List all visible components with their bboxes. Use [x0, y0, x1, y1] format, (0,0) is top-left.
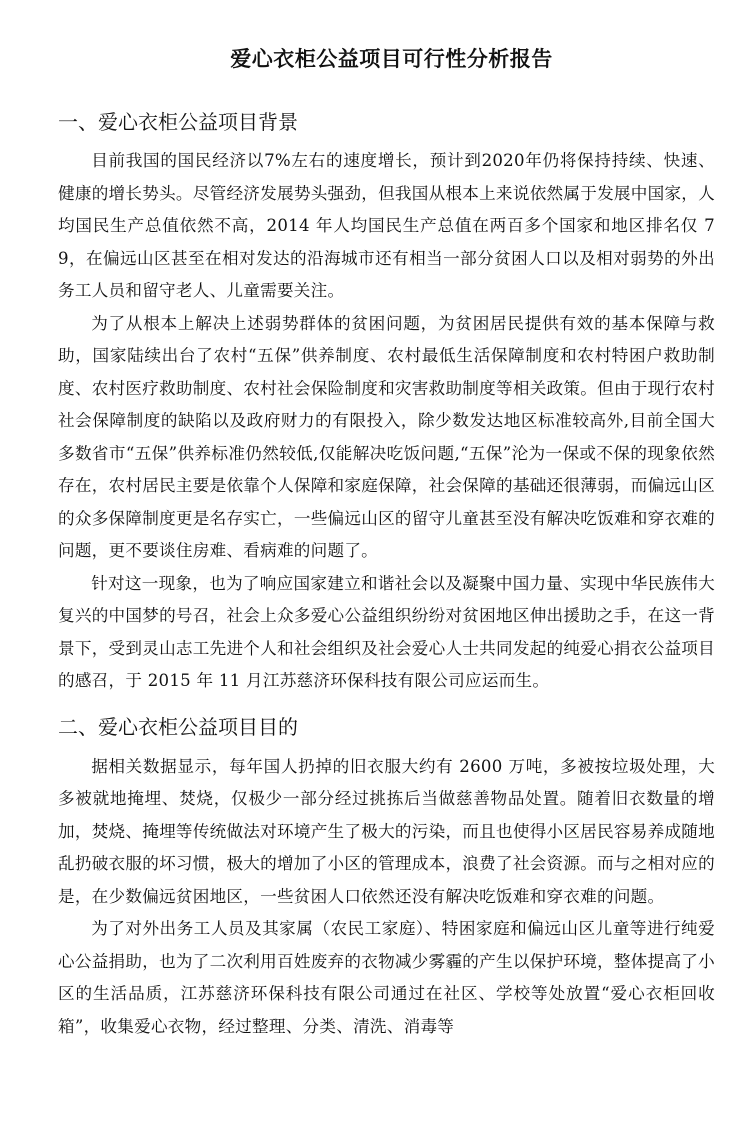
- paragraph: 据相关数据显示，每年国人扔掉的旧衣服大约有 2600 万吨，多被按垃圾处理，大多被就地掩埋、焚烧，仅极少一部分经过挑拣后当做慈善物品处置。随着旧衣数量的增加，焚烧、掩埋等传统做法对环境产生了极大的污染，而且也使得小区居民容易养成随地乱扔破衣服的坏习惯，极大的增加了小区的管理成本，浪费了社会资源。而与之相对应的是，在少数偏远贫困地区，一些贫困人口依然还没有解决吃饭难和穿衣难的问题。: [58, 756, 715, 906]
- section-heading-background: 一、爱心衣柜公益项目背景: [58, 110, 298, 134]
- paragraph: 为了对外出务工人员及其家属（农民工家庭）、特困家庭和偏远山区儿童等进行纯爱心公益捐助，也为了二次利用百姓废弃的衣物减少雾霾的产生以保护环境，整体提高了小区的生活品质，江苏慈济环保科技有限公司通过在社区、学校等处放置“爱心衣柜回收箱”，收集爱心衣物，经过整理、分类、清洗、消毒等: [58, 919, 715, 1036]
- section-heading-purpose: 二、爱心衣柜公益项目目的: [58, 714, 298, 739]
- document-title: 爱心衣柜公益项目可行性分析报告: [230, 47, 553, 71]
- paragraph: 为了从根本上解决上述弱势群体的贫困问题，为贫困居民提供有效的基本保障与救助，国家陆续出台了农村“五保”供养制度、农村最低生活保障制度和农村特困户救助制度、农村医疗救助制度、农村社会保险制度和灾害救助制度等相关政策。但由于现行农村社会保障制度的缺陷以及政府财力的有限投入，除少数发达地区标准较高外,目前全国大多数省市“五保”供养标准仍然较低,仅能解决吃饭问题,“五保”沦为一保或不保的现象依然存在，农村居民主要是依靠个人保障和家庭保障，社会保障的基础还很薄弱，而偏远山区的众多保障制度更是名存实亡，一些偏远山区的留守儿童甚至没有解决吃饭难和穿衣难的问题，更不要谈住房难、看病难的问题了。: [58, 313, 715, 560]
- paragraph: 针对这一现象，也为了响应国家建立和谐社会以及凝聚中国力量、实现中华民族伟大复兴的中国梦的号召，社会上众多爱心公益组织纷纷对贫困地区伸出援助之手，在这一背景下，受到灵山志工先进个人和社会组织及社会爱心人士共同发起的纯爱心捐衣公益项目的感召，于 2015 年 11 月江苏慈济环保科技有限公司应运而生。: [58, 573, 715, 690]
- paragraph: 目前我国的国民经济以7%左右的速度增长，预计到2020年仍将保持持续、快速、健康的增长势头。尽管经济发展势头强劲，但我国从根本上来说依然属于发展中国家，人均国民生产总值依然不高，2014 年人均国民生产总值在两百多个国家和地区排名仅 79，在偏远山区甚至在相对发达的沿海城市还有相当一部分贫困人口以及相对弱势的外出务工人员和留守老人、儿童需要关注。: [58, 151, 715, 300]
